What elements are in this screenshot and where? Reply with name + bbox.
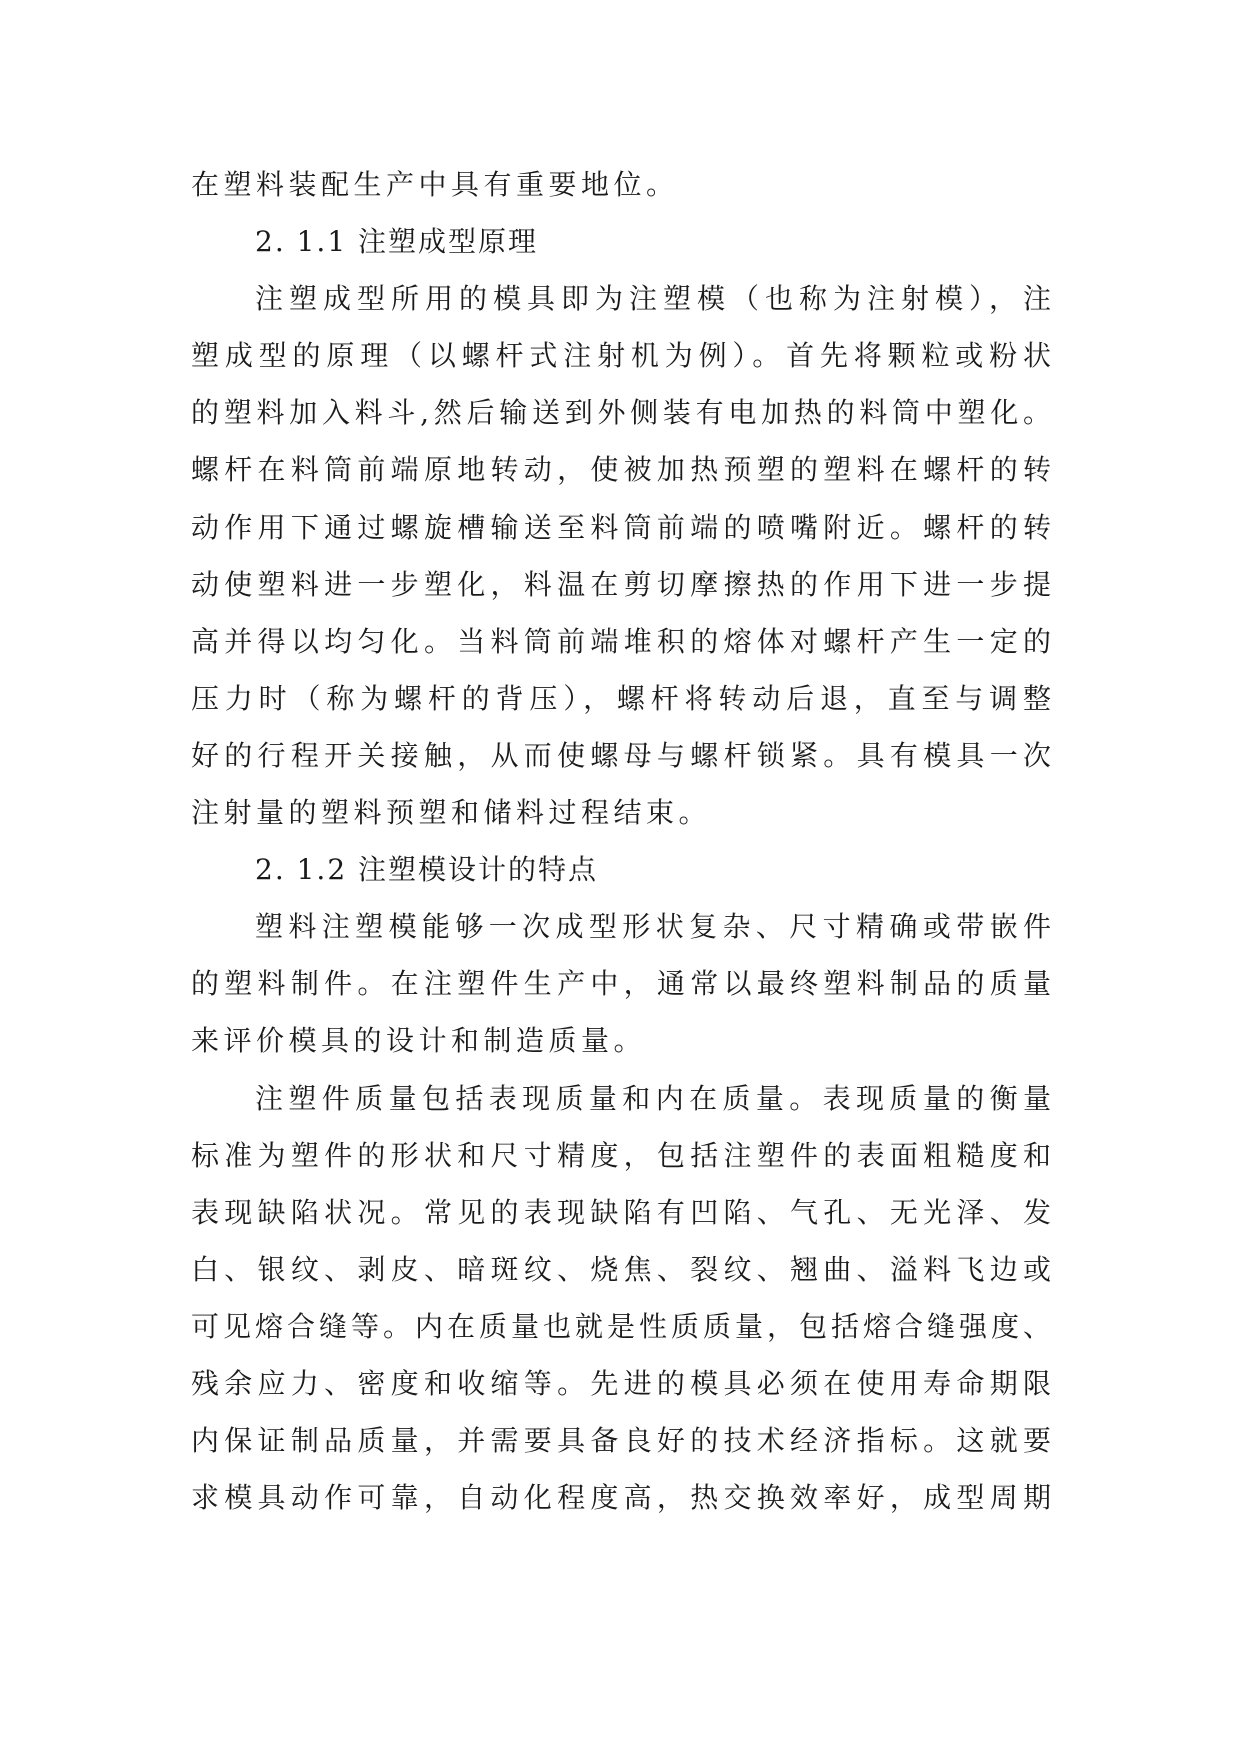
text-line: 求模具动作可靠，自动化程度高，热交换效率好，成型周期	[191, 1481, 1051, 1515]
text-line: 压力时（称为螺杆的背压），螺杆将转动后退，直至与调整	[191, 681, 1051, 715]
text-line: 内保证制品质量，并需要具备良好的技术经济指标。这就要	[191, 1424, 1051, 1458]
text-line: 动作用下通过螺旋槽输送至料筒前端的喷嘴附近。螺杆的转	[191, 510, 1051, 544]
paragraph-first-line: 注塑成型所用的模具即为注塑模（也称为注射模），注	[255, 282, 1051, 316]
section-heading: 2. 1.2 注塑模设计的特点	[255, 853, 599, 887]
text-line: 白、银纹、剥皮、暗斑纹、烧焦、裂纹、翘曲、溢料飞边或	[191, 1252, 1051, 1286]
text-line: 高并得以均匀化。当料筒前端堆积的熔体对螺杆产生一定的	[191, 624, 1051, 658]
text-line: 来评价模具的设计和制造质量。	[191, 1024, 647, 1058]
text-line: 标准为塑件的形状和尺寸精度，包括注塑件的表面粗糙度和	[191, 1138, 1051, 1172]
text-line: 可见熔合缝等。内在质量也就是性质质量，包括熔合缝强度、	[191, 1309, 1051, 1343]
text-line: 在塑料装配生产中具有重要地位。	[191, 168, 679, 201]
text-line: 的塑料制件。在注塑件生产中，通常以最终塑料制品的质量	[191, 967, 1051, 1001]
paragraph-first-line: 塑料注塑模能够一次成型形状复杂、尺寸精确或带嵌件	[255, 910, 1051, 944]
text-line: 塑成型的原理（以螺杆式注射机为例）。首先将颗粒或粉状	[191, 339, 1051, 373]
text-line: 动使塑料进一步塑化，料温在剪切摩擦热的作用下进一步提	[191, 567, 1051, 601]
text-line: 的塑料加入料斗,然后输送到外侧装有电加热的料筒中塑化。	[191, 396, 1051, 430]
body-text	[191, 156, 1051, 1526]
text-line: 注射量的塑料预塑和储料过程结束。	[191, 796, 712, 830]
text-line: 螺杆在料筒前端原地转动，使被加热预塑的塑料在螺杆的转	[191, 453, 1051, 487]
text-line: 残余应力、密度和收缩等。先进的模具必须在使用寿命期限	[191, 1366, 1051, 1400]
section-heading: 2. 1.1 注塑成型原理	[255, 225, 539, 259]
text-line: 好的行程开关接触，从而使螺母与螺杆锁紧。具有模具一次	[191, 738, 1051, 772]
paragraph-first-line: 注塑件质量包括表现质量和内在质量。表现质量的衡量	[255, 1081, 1051, 1115]
text-line: 表现缺陷状况。常见的表现缺陷有凹陷、气孔、无光泽、发	[191, 1195, 1051, 1229]
